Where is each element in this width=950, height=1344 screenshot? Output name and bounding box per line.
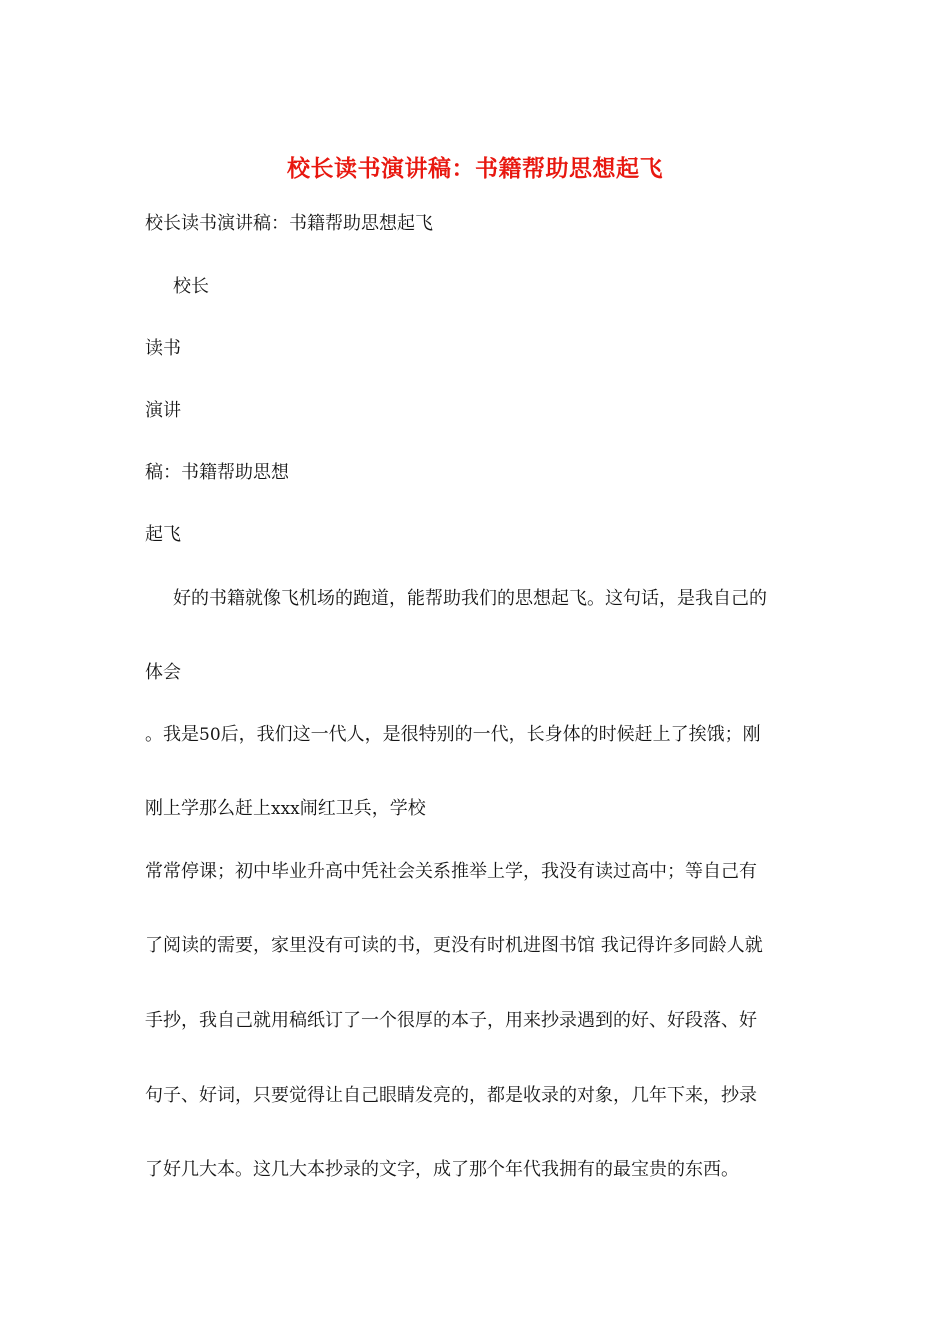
body-text-line (145, 723, 761, 747)
body-text-segment: 刚上学那么赶上 (145, 798, 271, 819)
body-text-line: 句子、好词，只要觉得让自己眼睛发亮的，都是收录的对象，几年下来，抄录 (145, 1085, 757, 1106)
body-text-segment: 闹红卫兵，学校 (299, 798, 426, 819)
body-text-segment: 后，我们这一代人，是很特别的一代，长身体的时候赶上了挨饿；刚 (220, 724, 761, 745)
keyword-line: 演讲 (145, 400, 181, 421)
body-text-line: 体会 (145, 662, 181, 683)
document-title: 校长读书演讲稿：书籍帮助思想起飞 (287, 155, 663, 182)
body-text-line: 好的书籍就像飞机场的跑道，能帮助我们的思想起飞。这句话，是我自己的 (173, 588, 767, 609)
keyword-line: 读书 (145, 338, 181, 359)
keyword-line: 起飞 (145, 524, 181, 545)
body-text-line: 了阅读的需要，家里没有可读的书，更没有时机进图书馆 我记得许多同龄人就 (145, 935, 763, 956)
body-text-redacted: xxx (271, 799, 300, 819)
body-text-line (145, 797, 426, 821)
body-text-line: 了好几大本。这几大本抄录的文字，成了那个年代我拥有的最宝贵的东西。 (145, 1159, 739, 1180)
body-text-number: 50 (199, 725, 221, 745)
keyword-line: 校长 (173, 276, 209, 297)
body-text-segment: 。我是 (145, 724, 199, 745)
body-text-line: 常常停课；初中毕业升高中凭社会关系推举上学，我没有读过高中；等自己有 (145, 861, 757, 882)
keyword-line: 稿：书籍帮助思想 (145, 462, 289, 483)
body-text-line: 手抄，我自己就用稿纸订了一个很厚的本子，用来抄录遇到的好、好段落、好 (145, 1010, 757, 1031)
document-subtitle: 校长读书演讲稿：书籍帮助思想起飞 (145, 213, 433, 234)
